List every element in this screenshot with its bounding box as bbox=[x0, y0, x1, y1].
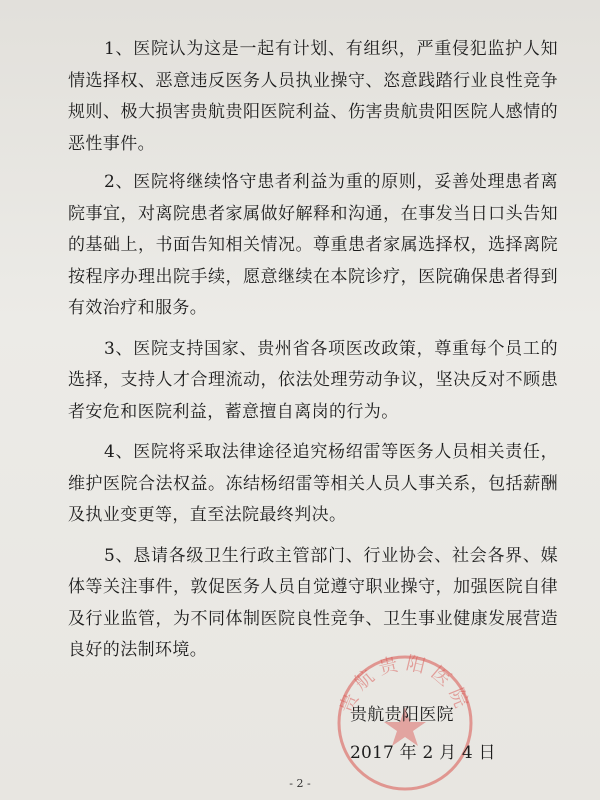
notice-body bbox=[68, 34, 558, 676]
page-number: - 2 - bbox=[289, 777, 311, 790]
signature-organization: 贵航贵阳医院 bbox=[350, 705, 454, 725]
paragraph-5: 5、恳请各级卫生行政主管部门、行业协会、社会各界、媒体等关注事件，敦促医务人员自觉遵守职业操守，加强医院自律及行业监管，为不同体制医院良性竞争、卫生事业健康发展营造良好的法制环境。 bbox=[68, 545, 558, 660]
signature-date: 2017 年 2 月 4 日 bbox=[350, 743, 496, 763]
paragraph-3: 3、医院支持国家、贵州省各项医改政策，尊重每个员工的选择，支持人才合理流动，依法处理劳动争议，坚决反对不顾患者安危和医院利益，蓄意擅自离岗的行为。 bbox=[68, 338, 558, 422]
paragraph-4: 4、医院将采取法律途径追究杨绍雷等医务人员相关责任，维护医院合法权益。冻结杨绍雷等相关人员人事关系，包括薪酬及执业变更等，直至法院最终判决。 bbox=[68, 442, 558, 525]
paragraph-2: 2、医院将继续恪守患者利益为重的原则，妥善处理患者离院事宜，对离院患者家属做好解释和沟通，在事发当日口头告知的基础上，书面告知相关情况。尊重患者家属选择权，选择离院按程序办理出院手续，愿意继续在本院诊疗，医院确保患者得到有效治疗和服务。 bbox=[68, 172, 558, 318]
seal-text: 贵航贵阳医院 bbox=[335, 652, 475, 717]
paragraph-1: 1、医院认为这是一起有计划、有组织，严重侵犯监护人知情选择权、恶意违反医务人员执业操守、恣意践踏行业良性竞争规则、极大损害贵航贵阳医院利益、伤害贵航贵阳医院人感情的恶性事件。 bbox=[68, 39, 558, 154]
